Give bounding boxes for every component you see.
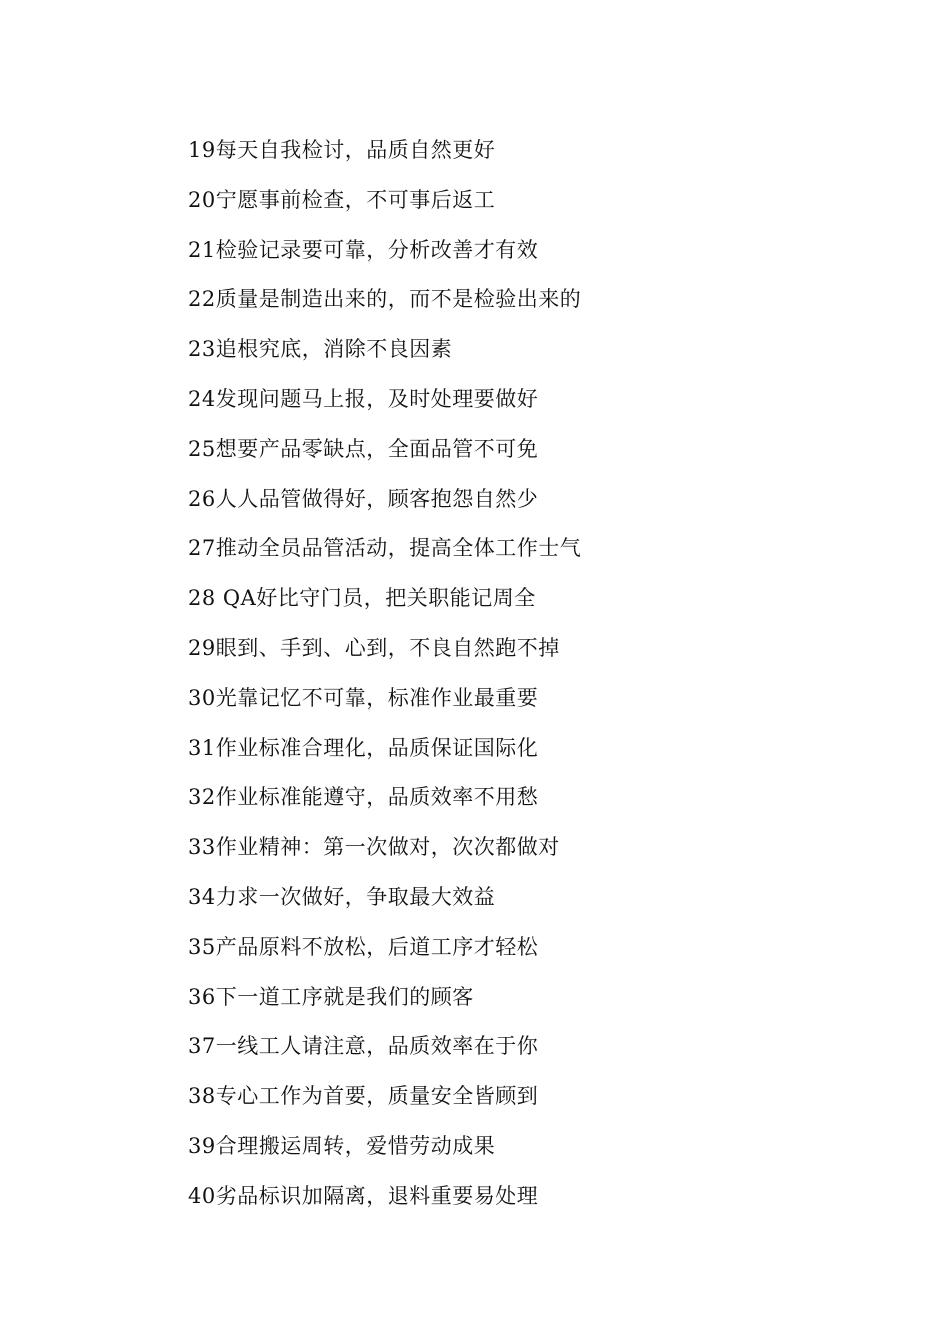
slogan-line-39: 39合理搬运周转，爱惜劳动成果	[188, 1133, 496, 1158]
slogan-line-38: 38专心工作为首要，质量安全皆顾到	[188, 1084, 539, 1109]
slogan-line-28: 28 QA好比守门员，把关职能记周全	[188, 586, 536, 611]
slogan-line-26: 26人人品管做得好，顾客抱怨自然少	[188, 486, 539, 511]
slogan-line-27: 27推动全员品管活动，提高全体工作士气	[188, 536, 582, 561]
slogan-line-20: 20宁愿事前检查，不可事后返工	[188, 187, 496, 212]
slogan-line-32: 32作业标准能遵守，品质效率不用愁	[188, 785, 539, 810]
slogan-line-36: 36下一道工序就是我们的顾客	[188, 984, 474, 1009]
slogan-list	[188, 136, 581, 1232]
slogan-line-40: 40劣品标识加隔离，退料重要易处理	[188, 1183, 539, 1208]
slogan-line-37: 37一线工人请注意，品质效率在于你	[188, 1034, 539, 1059]
slogan-line-34: 34力求一次做好，争取最大效益	[188, 884, 496, 909]
slogan-line-21: 21检验记录要可靠，分析改善才有效	[188, 237, 539, 262]
slogan-line-31: 31作业标准合理化，品质保证国际化	[188, 735, 539, 760]
slogan-line-29: 29眼到、手到、心到，不良自然跑不掉	[188, 635, 560, 660]
slogan-line-22: 22质量是制造出来的，而不是检验出来的	[188, 287, 582, 312]
slogan-line-19: 19每天自我检讨，品质自然更好	[188, 138, 496, 162]
slogan-line-24: 24发现问题马上报，及时处理要做好	[188, 386, 539, 411]
slogan-line-33: 33作业精神：第一次做对，次次都做对	[188, 835, 560, 860]
slogan-line-23: 23追根究底，消除不良因素	[188, 337, 453, 362]
slogan-line-35: 35产品原料不放松，后道工序才轻松	[188, 934, 539, 959]
slogan-line-30: 30光靠记忆不可靠，标准作业最重要	[188, 685, 539, 710]
slogan-line-25: 25想要产品零缺点，全面品管不可免	[188, 436, 539, 461]
